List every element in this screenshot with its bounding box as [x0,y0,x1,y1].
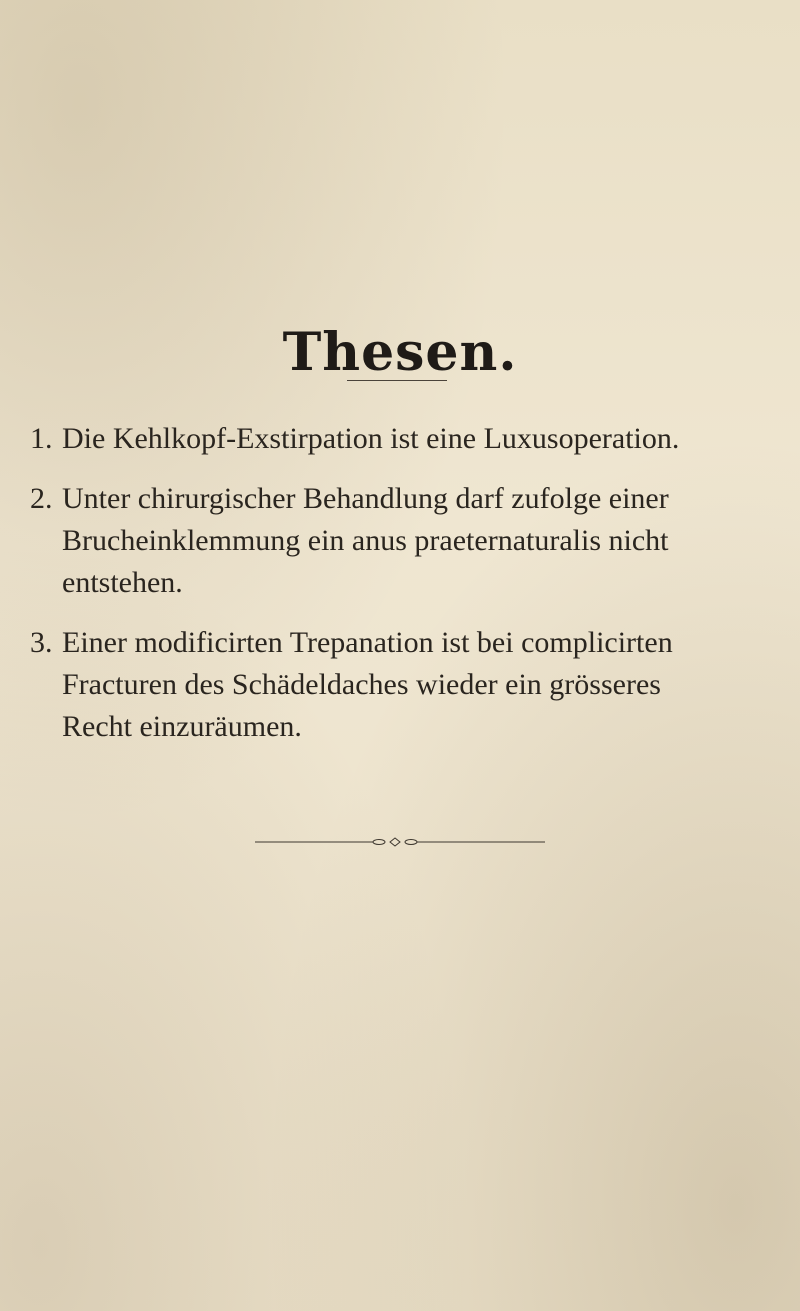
thesis-number: 1. [30,422,53,455]
page-title: Thesen. [282,321,518,383]
ornament-divider-icon [255,836,545,848]
thesis-text: Die Kehlkopf-Exstirpation ist eine Luxusoperation. [62,422,680,455]
title-divider [347,380,447,381]
thesis-item [30,622,690,748]
thesis-number: 3. [30,626,53,659]
thesis-number: 2. [30,482,53,515]
theses-list [30,418,690,766]
thesis-item [30,418,690,460]
thesis-item [30,478,690,604]
thesis-text: Einer modificirten Trepanation ist bei complicirten Fracturen des Schädeldaches wieder ein grösseres Recht einzuräumen. [62,626,673,743]
thesis-text: Unter chirurgischer Behandlung darf zufolge einer Brucheinklemmung ein anus praeternaturalis nicht entstehen. [62,482,669,599]
